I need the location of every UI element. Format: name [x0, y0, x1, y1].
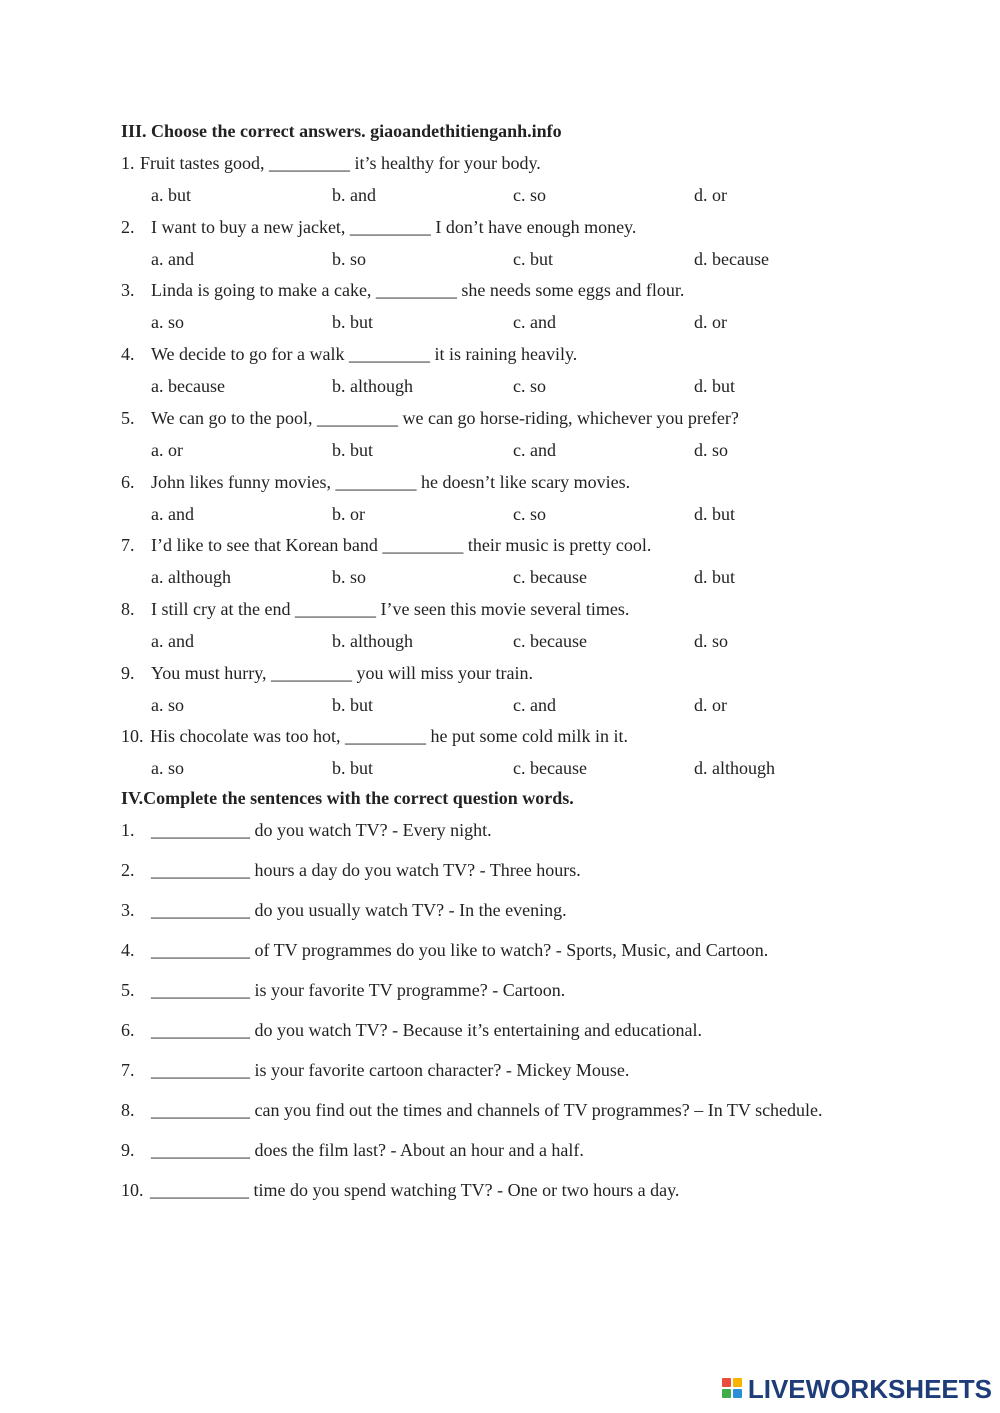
- answer-option-a[interactable]: a. and: [151, 630, 194, 651]
- fill-in-item-6[interactable]: [121, 1020, 702, 1041]
- question-5: [121, 408, 739, 429]
- fill-in-item-8[interactable]: [121, 1100, 823, 1121]
- answer-option-a[interactable]: a. or: [151, 439, 183, 460]
- answer-option-b[interactable]: b. but: [332, 439, 374, 460]
- item-number: 10.: [121, 1180, 144, 1200]
- answer-option-a[interactable]: a. although: [151, 567, 231, 588]
- answer-option-c[interactable]: c. so: [513, 503, 546, 524]
- answer-option-d[interactable]: d. but: [694, 567, 736, 588]
- question-text: His chocolate was too hot, _________ he put some cold milk in it.: [150, 726, 628, 747]
- answer-option-d[interactable]: d. although: [694, 758, 775, 779]
- answer-option-b[interactable]: b. but: [332, 694, 374, 715]
- question-text: We can go to the pool, _________ we can go horse-riding, whichever you prefer?: [151, 407, 739, 428]
- fill-in-item-9[interactable]: [121, 1140, 584, 1161]
- question-text: You must hurry, _________ you will miss your train.: [151, 662, 534, 683]
- question-3: [121, 280, 684, 301]
- answer-option-b[interactable]: b. although: [332, 630, 413, 651]
- answer-option-d[interactable]: d. or: [694, 185, 727, 205]
- answer-option-a[interactable]: a. so: [151, 694, 184, 715]
- question-number: 9.: [121, 662, 135, 683]
- answer-option-c[interactable]: c. because: [513, 567, 587, 588]
- answer-option-d[interactable]: d. but: [694, 376, 736, 397]
- answer-option-d[interactable]: d. because: [694, 248, 769, 269]
- question-number: 5.: [121, 407, 135, 428]
- answer-option-d[interactable]: d. so: [694, 630, 729, 651]
- answer-option-a[interactable]: a. and: [151, 503, 194, 524]
- question-number: 7.: [121, 535, 135, 556]
- answer-option-a[interactable]: a. but: [151, 185, 191, 205]
- question-9: [121, 663, 533, 684]
- answer-option-a[interactable]: a. because: [151, 376, 225, 397]
- answer-option-c[interactable]: c. and: [513, 694, 556, 715]
- question-number: 4.: [121, 344, 135, 365]
- item-number: 3.: [121, 900, 135, 920]
- question-text: I’d like to see that Korean band _________ their music is pretty cool.: [151, 535, 652, 556]
- question-1: [121, 153, 541, 174]
- fill-in-item-7[interactable]: [121, 1060, 629, 1081]
- answer-option-c[interactable]: c. so: [513, 376, 546, 397]
- item-text: ___________ do you usually watch TV? - In the evening.: [151, 900, 567, 920]
- item-text: ___________ is your favorite TV programme? - Cartoon.: [151, 980, 566, 1000]
- liveworksheets-logo: [722, 1375, 992, 1403]
- answer-option-d[interactable]: d. or: [694, 312, 727, 333]
- question-text: Fruit tastes good, _________ it’s healthy for your body.: [140, 153, 541, 173]
- answer-option-b[interactable]: b. and: [332, 185, 376, 205]
- question-text: I still cry at the end _________ I’ve seen this movie several times.: [151, 598, 630, 619]
- answer-option-a[interactable]: a. and: [151, 248, 194, 269]
- question-number: 8.: [121, 598, 135, 619]
- item-text: ___________ time do you spend watching TV? - One or two hours a day.: [150, 1180, 680, 1200]
- answer-option-c[interactable]: c. and: [513, 439, 556, 460]
- item-text: ___________ can you find out the times and channels of TV programmes? – In TV schedule.: [151, 1100, 823, 1120]
- item-number: 9.: [121, 1140, 135, 1160]
- item-text: ___________ of TV programmes do you like to watch? - Sports, Music, and Cartoon.: [151, 940, 769, 960]
- question-number: 10.: [121, 726, 144, 747]
- item-number: 7.: [121, 1060, 135, 1080]
- fill-in-item-4[interactable]: [121, 940, 768, 961]
- answer-option-b[interactable]: b. or: [332, 503, 365, 524]
- item-text: ___________ do you watch TV? - Every night.: [151, 820, 492, 840]
- question-number: 1.: [121, 153, 135, 173]
- fill-in-item-10[interactable]: [121, 1180, 679, 1201]
- answer-option-c[interactable]: c. but: [513, 248, 553, 269]
- item-text: ___________ does the film last? - About an hour and a half.: [151, 1140, 584, 1160]
- question-text: We decide to go for a walk _________ it is raining heavily.: [151, 344, 578, 365]
- fill-in-item-3[interactable]: [121, 900, 567, 921]
- question-text: I want to buy a new jacket, _________ I don’t have enough money.: [151, 216, 637, 237]
- answer-option-b[interactable]: b. so: [332, 567, 367, 588]
- item-text: ___________ hours a day do you watch TV? - Three hours.: [151, 860, 581, 880]
- liveworksheets-logo-icon: [722, 1378, 744, 1400]
- question-text: Linda is going to make a cake, _________ she needs some eggs and flour.: [151, 280, 685, 301]
- answer-option-d[interactable]: d. but: [694, 503, 736, 524]
- question-2: [121, 217, 636, 238]
- section-4-heading: IV.Complete the sentences with the correct question words.: [121, 788, 574, 808]
- section-3-heading: III. Choose the correct answers. giaoandethitienganh.info: [121, 121, 562, 141]
- item-number: 1.: [121, 820, 135, 840]
- answer-option-b[interactable]: b. but: [332, 758, 374, 779]
- question-number: 2.: [121, 216, 135, 237]
- question-number: 3.: [121, 280, 135, 301]
- item-number: 6.: [121, 1020, 135, 1040]
- liveworksheets-logo-text: LIVEWORKSHEETS: [747, 1373, 992, 1404]
- item-number: 8.: [121, 1100, 135, 1120]
- item-number: 2.: [121, 860, 135, 880]
- fill-in-item-2[interactable]: [121, 860, 581, 881]
- fill-in-item-1[interactable]: [121, 820, 492, 841]
- answer-option-b[interactable]: b. so: [332, 248, 367, 269]
- question-7: [121, 535, 651, 556]
- question-number: 6.: [121, 471, 135, 492]
- item-text: ___________ is your favorite cartoon character? - Mickey Mouse.: [151, 1060, 630, 1080]
- answer-option-c[interactable]: c. because: [513, 630, 587, 651]
- answer-option-c[interactable]: c. because: [513, 758, 587, 779]
- answer-option-b[interactable]: b. but: [332, 312, 374, 333]
- question-6: [121, 472, 630, 493]
- answer-option-c[interactable]: c. and: [513, 312, 556, 333]
- answer-option-d[interactable]: d. or: [694, 694, 727, 715]
- answer-option-a[interactable]: a. so: [151, 312, 184, 333]
- item-number: 5.: [121, 980, 135, 1000]
- question-4: [121, 344, 577, 365]
- item-text: ___________ do you watch TV? - Because it’s entertaining and educational.: [151, 1020, 703, 1040]
- item-number: 4.: [121, 940, 135, 960]
- question-10: [121, 726, 628, 747]
- answer-option-d[interactable]: d. so: [694, 439, 729, 460]
- answer-option-a[interactable]: a. so: [151, 758, 184, 779]
- answer-option-c[interactable]: c. so: [513, 185, 546, 205]
- fill-in-item-5[interactable]: [121, 980, 565, 1001]
- question-8: [121, 599, 629, 620]
- question-text: John likes funny movies, _________ he doesn’t like scary movies.: [151, 471, 631, 492]
- answer-option-b[interactable]: b. although: [332, 376, 413, 397]
